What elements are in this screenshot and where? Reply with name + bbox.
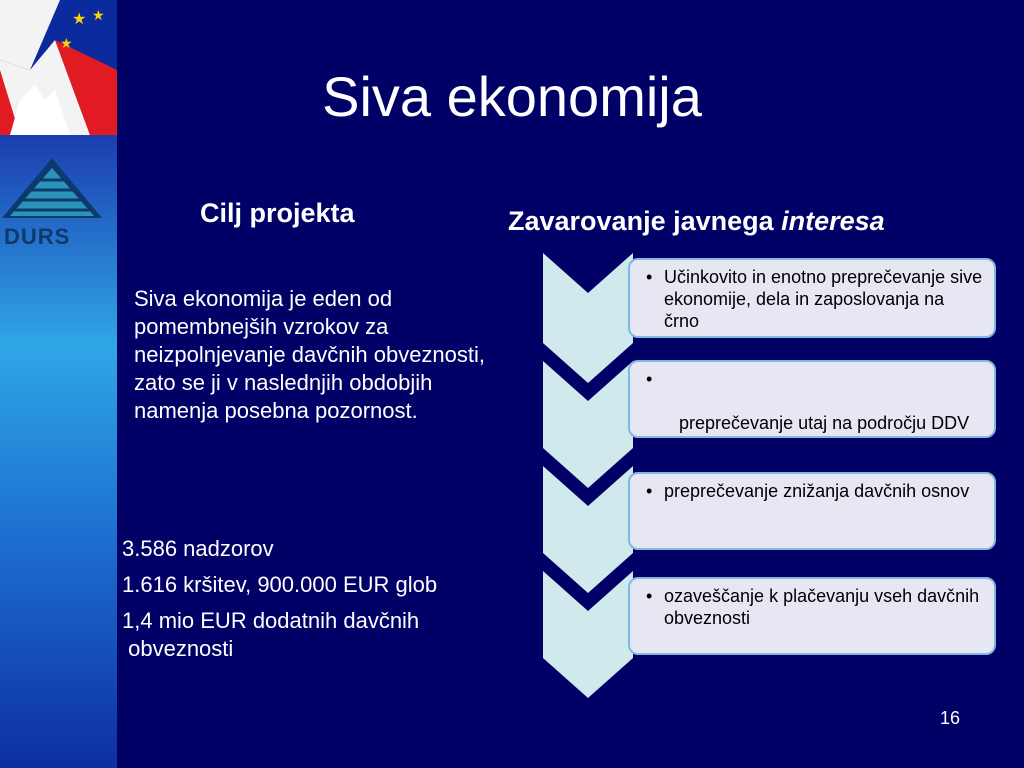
bullet: • — [646, 481, 653, 501]
list-item-text: Učinkovito in enotno preprečevanje sive ekonomije, dela in zaposlovanja na črno — [664, 267, 983, 331]
bullet: • — [646, 267, 653, 287]
stat-violations: 1.616 kršitev, 900.000 EUR glob — [122, 572, 438, 597]
chevron-1 — [543, 253, 633, 383]
slide-title: Siva ekonomija — [322, 65, 702, 128]
list-item-text: preprečevanje znižanja davčnih osnov — [664, 481, 970, 501]
list-item-text: ozaveščanje k plačevanju vseh davčnih obveznosti — [664, 586, 980, 628]
right-heading: Zavarovanje javnega interesa — [508, 206, 885, 236]
list-item — [628, 258, 996, 338]
left-body-text: Siva ekonomija je eden od pomembnejših vzrokov za neizpolnjevanje davčnih obveznosti, zato se ji v naslednjih obdobjih namenja posebna pozornost. — [134, 286, 486, 423]
list-item-text: preprečevanje utaj na področju DDV — [674, 413, 970, 433]
list-item — [628, 472, 996, 550]
bullet: • — [646, 369, 653, 389]
list-item — [628, 577, 996, 655]
stat-additional-tax: 1,4 mio EUR dodatnih davčnih — [122, 608, 420, 633]
logo-text: DURS — [4, 224, 71, 249]
svg-text:★: ★ — [92, 8, 105, 24]
svg-text:★: ★ — [60, 36, 73, 52]
page-number: 16 — [940, 708, 961, 728]
svg-text:★: ★ — [72, 9, 87, 28]
stat-additional-tax-cont: obveznosti — [122, 636, 234, 661]
durs-logo — [2, 158, 102, 248]
list-item — [628, 360, 996, 438]
stat-inspections: 3.586 nadzorov — [122, 536, 274, 561]
bullet: • — [646, 586, 653, 606]
left-heading: Cilj projekta — [200, 198, 355, 228]
process-chevrons — [543, 253, 633, 703]
